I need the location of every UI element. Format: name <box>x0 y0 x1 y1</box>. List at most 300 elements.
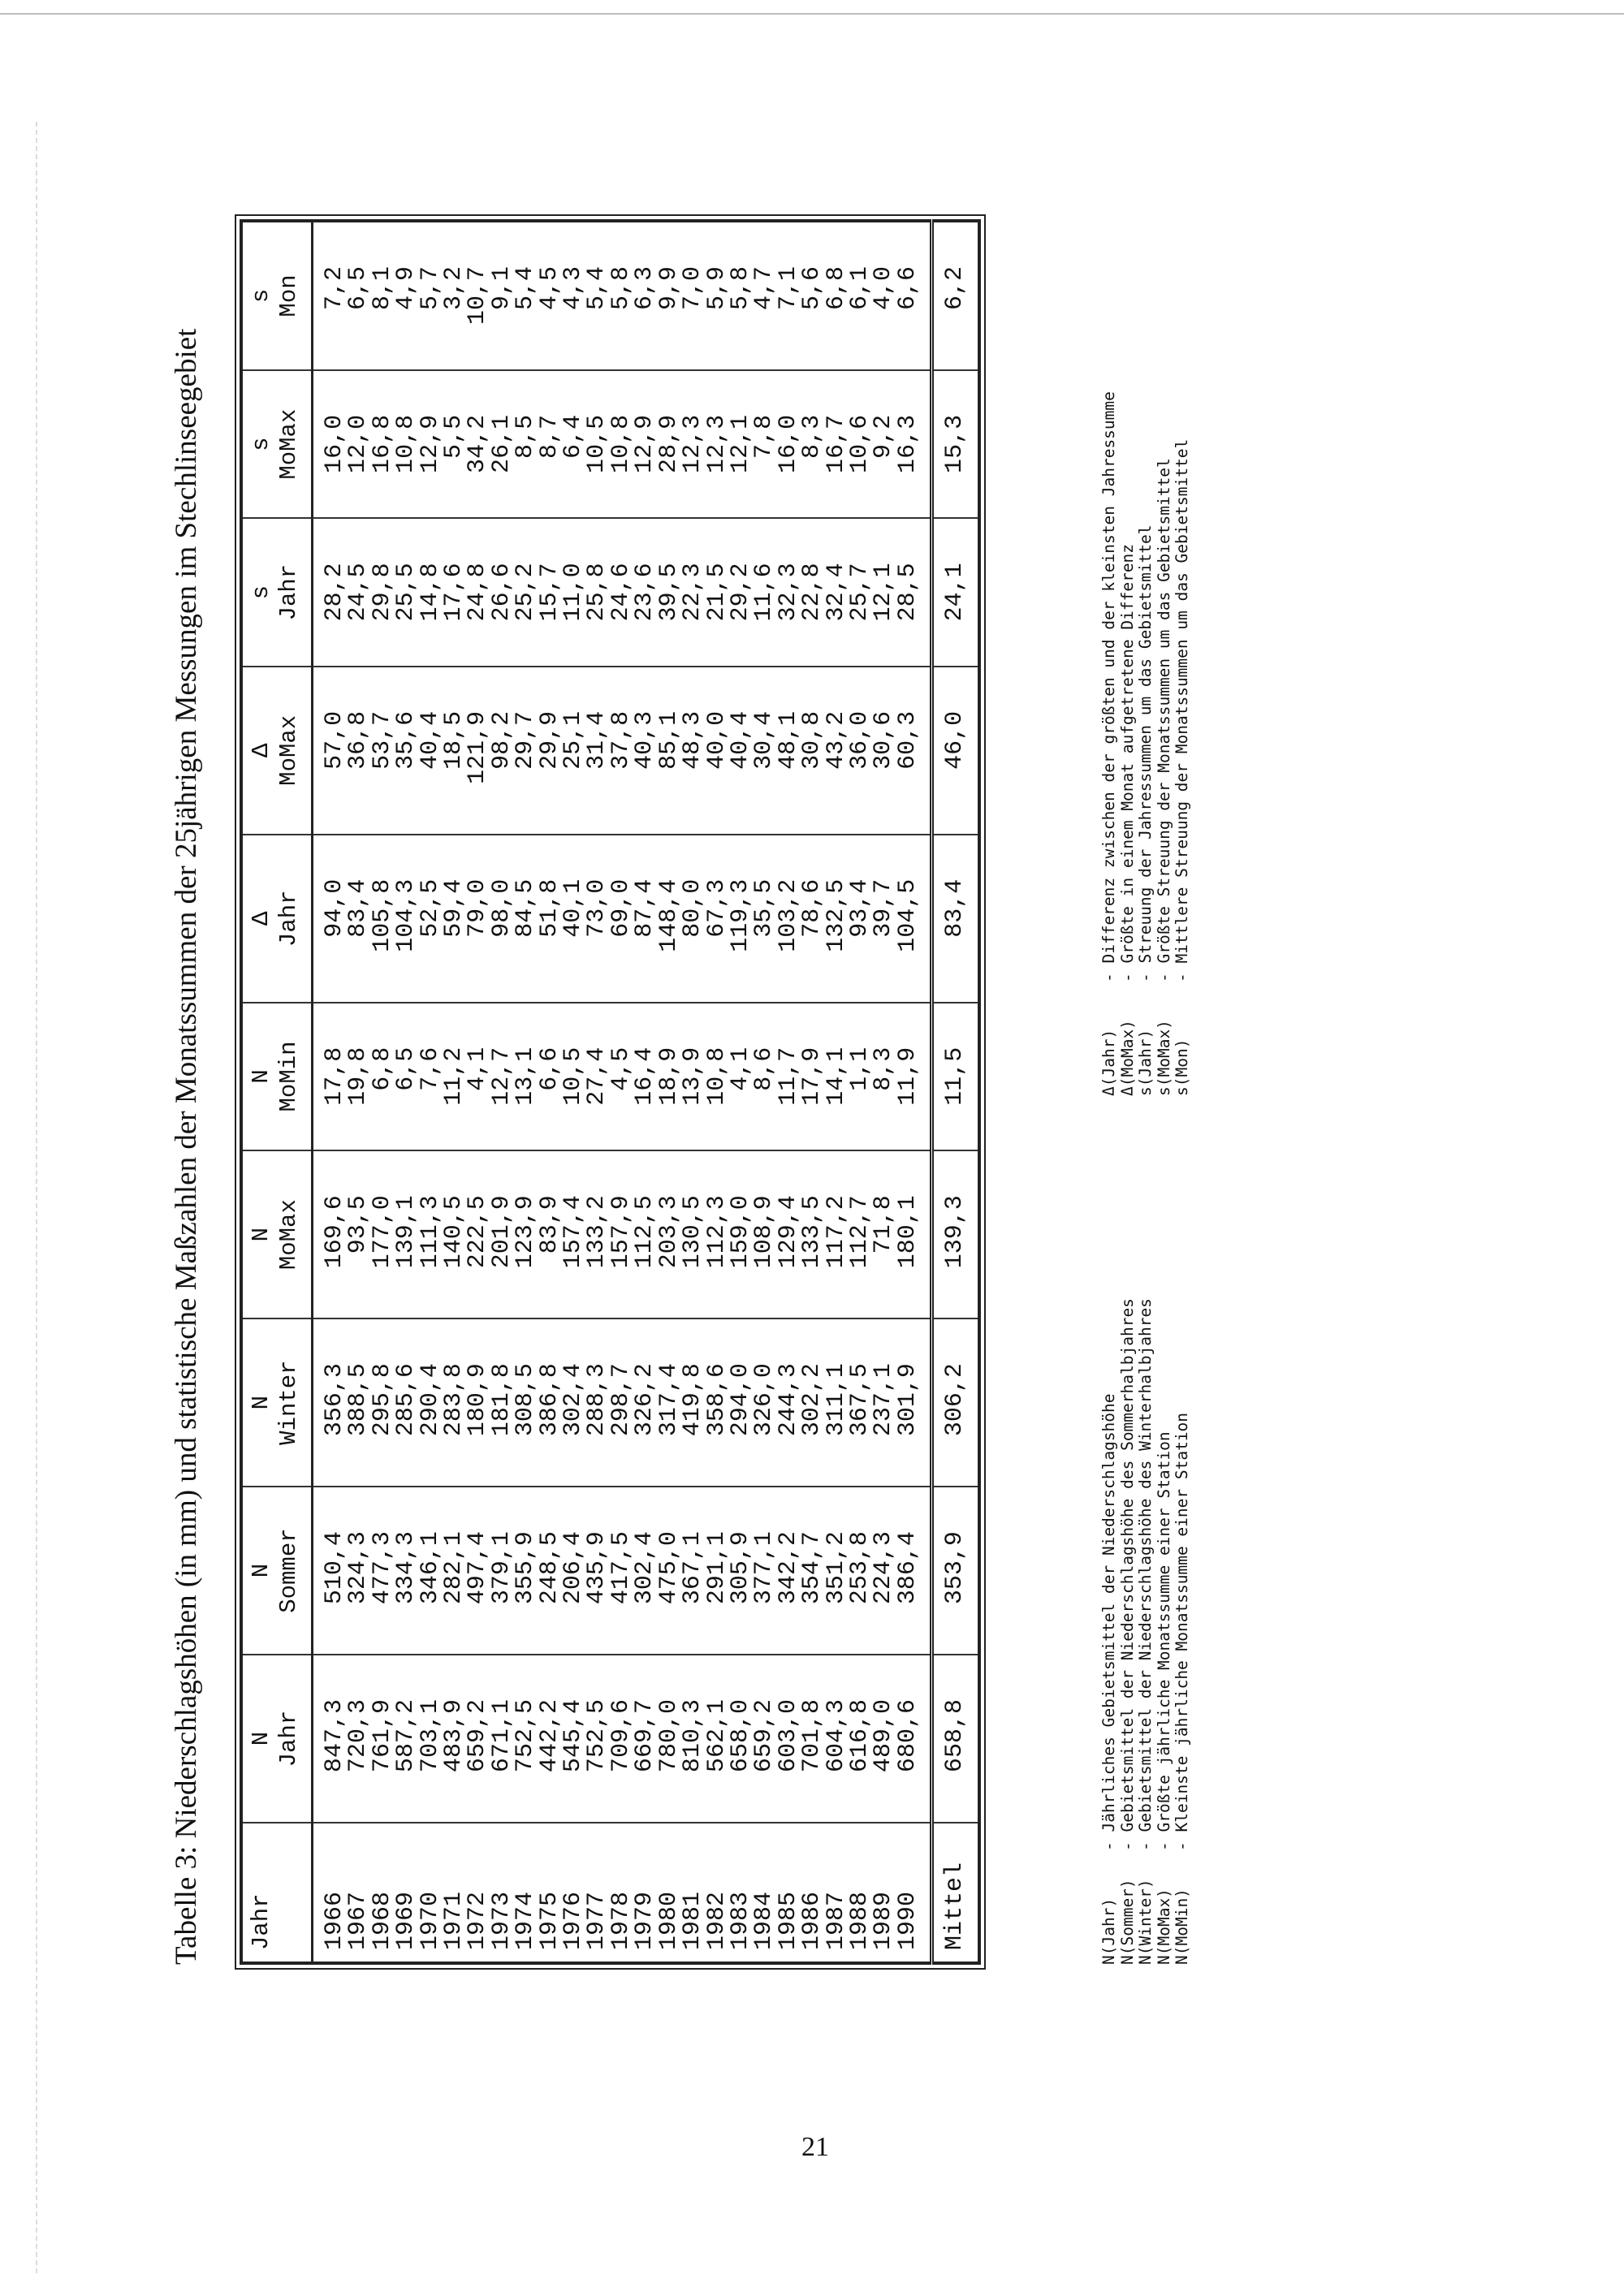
table-cell: 290,4 <box>419 1318 443 1487</box>
table-cell: 253,8 <box>849 1487 872 1655</box>
table-cell: 39,7 <box>872 835 896 1003</box>
table-cell: 388,5 <box>347 1318 370 1487</box>
column-header-symbol: Δ <box>248 743 274 758</box>
table-cell: 140,5 <box>443 1150 466 1318</box>
column-header <box>241 221 313 370</box>
table-cell: 18,5 <box>443 667 466 835</box>
table-footer-cell: 83,4 <box>932 835 980 1003</box>
table-cell: 497,4 <box>466 1487 490 1655</box>
table-cell: 13,1 <box>514 1003 538 1150</box>
table-cell: 16,4 <box>633 1003 657 1150</box>
table-cell: 32,4 <box>825 518 849 666</box>
table-cell: 119,3 <box>729 835 753 1003</box>
table-cell: 12,0 <box>347 370 370 518</box>
table-cell: 356,3 <box>313 1318 348 1487</box>
table-cell: 31,4 <box>585 667 609 835</box>
table-cell: 133,2 <box>585 1150 609 1318</box>
column-header-symbol: s <box>248 288 274 304</box>
legend-key: N(Jahr) <box>1099 1897 1118 1965</box>
table-cell: 6,8 <box>825 221 849 370</box>
column-header-symbol: N <box>248 1227 274 1242</box>
table-cell: 17,6 <box>443 518 466 666</box>
table-cell: 442,2 <box>538 1655 562 1823</box>
table-cell: 298,7 <box>610 1318 633 1487</box>
table-cell: 16,0 <box>313 370 348 518</box>
table-cell: 351,2 <box>825 1487 849 1655</box>
table-cell: 354,7 <box>801 1487 824 1655</box>
table-cell: 288,3 <box>585 1318 609 1487</box>
legend-text: - Gebietsmittel der Niederschlagshöhe des Winterhalbjahres <box>1136 1298 1155 1851</box>
table-cell: 40,1 <box>562 835 585 1003</box>
table-cell: 112,3 <box>706 1150 729 1318</box>
table-cell: 9,1 <box>490 221 514 370</box>
table-cell: 10,8 <box>610 370 633 518</box>
column-header-symbol: N <box>248 1731 274 1746</box>
table-cell: 6,6 <box>896 221 932 370</box>
table-cell: 57,0 <box>313 667 348 835</box>
table-cell: 285,6 <box>395 1318 418 1487</box>
table-cell: 5,7 <box>419 221 443 370</box>
column-header <box>241 1003 313 1150</box>
table-row <box>896 221 932 1963</box>
legend-text: - Streuung der Jahressummen um das Gebietsmittel <box>1136 524 1155 982</box>
legend-text: - Größte Streuung der Monatssummen um das Gebietsmittel <box>1154 458 1173 982</box>
table-cell: 52,5 <box>419 835 443 1003</box>
table-cell: 16,8 <box>371 370 395 518</box>
table-cell: 79,0 <box>466 835 490 1003</box>
legend-key: s(Jahr) <box>1136 1029 1155 1096</box>
table-cell: 1985 <box>777 1823 801 1963</box>
legend-text: - Größte jährliche Monatssumme einer Station <box>1154 1431 1173 1851</box>
table-cell: 105,8 <box>371 835 395 1003</box>
table-row <box>514 221 538 1963</box>
table-cell: 25,8 <box>585 518 609 666</box>
table-cell: 12,3 <box>706 370 729 518</box>
table-cell: 1986 <box>801 1823 824 1963</box>
table-cell: 21,5 <box>706 518 729 666</box>
table-cell: 847,3 <box>313 1655 348 1823</box>
legend-item <box>1100 391 1119 1096</box>
table-cell: 342,2 <box>777 1487 801 1655</box>
table-cell: 294,0 <box>729 1318 753 1487</box>
table-cell: 24,5 <box>347 518 370 666</box>
table-cell: 71,8 <box>872 1150 896 1318</box>
table-cell: 6,6 <box>538 1003 562 1150</box>
table-cell: 78,6 <box>801 835 824 1003</box>
table-cell: 386,4 <box>896 1487 932 1655</box>
table-cell: 810,3 <box>681 1655 705 1823</box>
table-cell: 417,5 <box>610 1487 633 1655</box>
table-cell: 658,0 <box>729 1655 753 1823</box>
table-cell: 1990 <box>896 1823 932 1963</box>
precipitation-table <box>240 219 981 1965</box>
table-cell: 7,6 <box>419 1003 443 1150</box>
column-header-symbol: Jahr <box>248 1893 274 1950</box>
legend-key: N(MoMax) <box>1154 1888 1173 1965</box>
table-cell: 16,7 <box>825 370 849 518</box>
table-cell: 19,8 <box>347 1003 370 1150</box>
table-cell: 40,4 <box>419 667 443 835</box>
table-cell: 60,3 <box>896 667 932 835</box>
table-cell: 4,0 <box>872 221 896 370</box>
table-cell: 117,2 <box>825 1150 849 1318</box>
table-cell: 671,1 <box>490 1655 514 1823</box>
column-header-label: Jahr <box>275 563 302 621</box>
column-header <box>241 1318 313 1487</box>
table-cell: 4,5 <box>610 1003 633 1150</box>
table-cell: 222,5 <box>466 1150 490 1318</box>
table-cell: 130,5 <box>681 1150 705 1318</box>
table-cell: 180,9 <box>466 1318 490 1487</box>
table-cell: 477,3 <box>371 1487 395 1655</box>
legend-text: - Kleinste jährliche Monatssumme einer Station <box>1173 1412 1191 1851</box>
table-footer-cell: 15,3 <box>932 370 980 518</box>
table-cell: 1977 <box>585 1823 609 1963</box>
table-cell: 7,0 <box>681 221 705 370</box>
table-row <box>419 221 443 1963</box>
table-cell: 157,4 <box>562 1150 585 1318</box>
legend-key: N(Winter) <box>1136 1879 1155 1965</box>
table-cell: 1975 <box>538 1823 562 1963</box>
table-cell: 15,7 <box>538 518 562 666</box>
table-cell: 419,8 <box>681 1318 705 1487</box>
table-row <box>753 221 776 1963</box>
table-cell: 180,1 <box>896 1150 932 1318</box>
legend-key: s(Mon) <box>1173 1038 1191 1096</box>
table-cell: 40,4 <box>729 667 753 835</box>
table-cell: 53,7 <box>371 667 395 835</box>
table-cell: 346,1 <box>419 1487 443 1655</box>
table-cell: 25,1 <box>562 667 585 835</box>
table-cell: 6,4 <box>562 370 585 518</box>
table-footer-cell: Mittel <box>932 1823 980 1963</box>
table-cell: 4,3 <box>562 221 585 370</box>
table-cell: 562,1 <box>706 1655 729 1823</box>
table-cell: 24,6 <box>610 518 633 666</box>
table-cell: 98,0 <box>490 835 514 1003</box>
table-cell: 30,8 <box>801 667 824 835</box>
table-cell: 29,7 <box>514 667 538 835</box>
table-cell: 36,0 <box>849 667 872 835</box>
column-header <box>241 1823 313 1963</box>
table-row <box>490 221 514 1963</box>
table-cell: 355,9 <box>514 1487 538 1655</box>
table-cell: 4,5 <box>538 221 562 370</box>
legend-text: - Gebietsmittel der Niederschlagshöhe des Sommerhalbjahres <box>1117 1298 1137 1851</box>
column-header-label: MoMax <box>275 408 302 480</box>
table-cell: 111,3 <box>419 1150 443 1318</box>
table-cell: 17,8 <box>313 1003 348 1150</box>
table-cell: 720,3 <box>347 1655 370 1823</box>
table-cell: 326,0 <box>753 1318 776 1487</box>
table-cell: 6,8 <box>371 1003 395 1150</box>
table-cell: 1973 <box>490 1823 514 1963</box>
table-row <box>706 221 729 1963</box>
column-header-symbol: Δ <box>248 911 274 926</box>
table-cell: 35,6 <box>395 667 418 835</box>
table-row <box>466 221 490 1963</box>
table-cell: 12,9 <box>633 370 657 518</box>
table-cell: 104,5 <box>896 835 932 1003</box>
table-cell: 28,5 <box>896 518 932 666</box>
table-cell: 224,3 <box>872 1487 896 1655</box>
table-cell: 169,6 <box>313 1150 348 1318</box>
table-cell: 203,3 <box>658 1150 681 1318</box>
table-cell: 73,0 <box>585 835 609 1003</box>
column-header-label: Sommer <box>275 1528 302 1613</box>
table-cell: 108,9 <box>753 1150 776 1318</box>
table-cell: 48,1 <box>777 667 801 835</box>
table-cell: 4,1 <box>729 1003 753 1150</box>
table-cell: 6,5 <box>395 1003 418 1150</box>
legend-item <box>1155 1298 1174 1965</box>
table-cell: 32,3 <box>777 518 801 666</box>
table-cell: 24,8 <box>466 518 490 666</box>
table-footer-cell: 139,3 <box>932 1150 980 1318</box>
table-cell: 8,7 <box>538 370 562 518</box>
table-cell: 703,1 <box>419 1655 443 1823</box>
column-header-label: MoMax <box>275 1199 302 1271</box>
table-footer-cell: 658,8 <box>932 1655 980 1823</box>
table-cell: 386,8 <box>538 1318 562 1487</box>
table-cell: 93,5 <box>347 1150 370 1318</box>
table-cell: 1976 <box>562 1823 585 1963</box>
table-cell: 489,0 <box>872 1655 896 1823</box>
table-cell: 379,1 <box>490 1487 514 1655</box>
table-cell: 8,3 <box>801 370 824 518</box>
table-cell: 9,2 <box>872 370 896 518</box>
table-cell: 22,8 <box>801 518 824 666</box>
table-cell: 1981 <box>681 1823 705 1963</box>
table-cell: 12,9 <box>419 370 443 518</box>
table-cell: 282,1 <box>443 1487 466 1655</box>
table-cell: 11,7 <box>777 1003 801 1150</box>
legend-right <box>1100 391 1192 1096</box>
table-cell: 295,8 <box>371 1318 395 1487</box>
table-cell: 26,1 <box>490 370 514 518</box>
column-header-symbol: N <box>248 1563 274 1578</box>
table-cell: 25,5 <box>395 518 418 666</box>
table-cell: 93,4 <box>849 835 872 1003</box>
legend-item <box>1137 1298 1155 1965</box>
table-row <box>872 221 896 1963</box>
table-cell: 132,5 <box>825 835 849 1003</box>
table-cell: 36,8 <box>347 667 370 835</box>
table-cell: 587,2 <box>395 1655 418 1823</box>
table-row <box>633 221 657 1963</box>
table-cell: 248,5 <box>538 1487 562 1655</box>
column-header-symbol: N <box>248 1069 274 1084</box>
table-cell: 244,3 <box>777 1318 801 1487</box>
table-cell: 11,6 <box>753 518 776 666</box>
table-cell: 1966 <box>313 1823 348 1963</box>
table-cell: 604,3 <box>825 1655 849 1823</box>
table-cell: 40,3 <box>633 667 657 835</box>
table-cell: 34,2 <box>466 370 490 518</box>
table-cell: 3,2 <box>443 221 466 370</box>
table-cell: 317,4 <box>658 1318 681 1487</box>
table-cell: 305,9 <box>729 1487 753 1655</box>
legend-key: Δ(MoMax) <box>1117 1020 1137 1096</box>
legend-item <box>1119 391 1138 1096</box>
table-cell: 11,2 <box>443 1003 466 1150</box>
table-cell: 29,8 <box>371 518 395 666</box>
table-cell: 17,9 <box>801 1003 824 1150</box>
table-cell: 334,3 <box>395 1487 418 1655</box>
table-cell: 5,8 <box>610 221 633 370</box>
table-cell: 103,2 <box>777 835 801 1003</box>
column-header-label: MoMin <box>275 1041 302 1112</box>
table-cell: 510,4 <box>313 1487 348 1655</box>
table-cell: 69,0 <box>610 835 633 1003</box>
table-cell: 616,8 <box>849 1655 872 1823</box>
table-cell: 1979 <box>633 1823 657 1963</box>
table-cell: 98,2 <box>490 667 514 835</box>
table-cell: 9,9 <box>658 221 681 370</box>
column-header <box>241 1150 313 1318</box>
table-row <box>729 221 753 1963</box>
table-cell: 157,9 <box>610 1150 633 1318</box>
table-cell: 5,5 <box>443 370 466 518</box>
table-cell: 545,4 <box>562 1655 585 1823</box>
table-cell: 80,0 <box>681 835 705 1003</box>
table-cell: 12,7 <box>490 1003 514 1150</box>
table-cell: 11,9 <box>896 1003 932 1150</box>
column-header-label: Mon <box>275 274 302 317</box>
table-cell: 14,1 <box>825 1003 849 1150</box>
table-cell: 1974 <box>514 1823 538 1963</box>
table-cell: 206,4 <box>562 1487 585 1655</box>
table-cell: 302,4 <box>562 1318 585 1487</box>
table-row <box>371 221 395 1963</box>
table-cell: 377,1 <box>753 1487 776 1655</box>
table-cell: 324,3 <box>347 1487 370 1655</box>
table-body <box>313 221 932 1963</box>
table-caption: Tabelle 3: Niederschlagshöhen (in mm) und statistische Maßzahlen der Monatssummen der 25jährigen Messungen im Stechlinseegebiet <box>170 328 203 1965</box>
table-cell: 112,7 <box>849 1150 872 1318</box>
table-row <box>347 221 370 1963</box>
table-cell: 201,9 <box>490 1150 514 1318</box>
column-header <box>241 1487 313 1655</box>
table-cell: 29,9 <box>538 667 562 835</box>
table-cell: 7,2 <box>313 221 348 370</box>
table-cell: 177,0 <box>371 1150 395 1318</box>
table-cell: 25,7 <box>849 518 872 666</box>
table-footer-cell: 11,5 <box>932 1003 980 1150</box>
scan-margin-line <box>36 122 37 2273</box>
table-cell: 28,2 <box>313 518 348 666</box>
column-header-symbol: s <box>248 437 274 451</box>
legend-key: Δ(Jahr) <box>1099 1029 1118 1096</box>
page-number: 21 <box>801 2132 829 2162</box>
table-cell: 37,8 <box>610 667 633 835</box>
table-cell: 23,6 <box>633 518 657 666</box>
table-row <box>681 221 705 1963</box>
table-cell: 5,4 <box>514 221 538 370</box>
table-cell: 51,8 <box>538 835 562 1003</box>
table-cell: 148,4 <box>658 835 681 1003</box>
legend-item <box>1119 1298 1138 1965</box>
table-cell: 18,9 <box>658 1003 681 1150</box>
table-header-row <box>241 221 313 1963</box>
table-footer-cell: 46,0 <box>932 667 980 835</box>
table-cell: 94,0 <box>313 835 348 1003</box>
table-cell: 40,0 <box>706 667 729 835</box>
table-cell: 1969 <box>395 1823 418 1963</box>
legend-text: - Mittlere Streuung der Monatssummen um das Gebietsmittel <box>1173 438 1191 982</box>
table-row <box>610 221 633 1963</box>
table-cell: 659,2 <box>466 1655 490 1823</box>
column-header-label: Jahr <box>275 890 302 947</box>
table-footer-row <box>932 221 980 1963</box>
table-cell: 302,4 <box>633 1487 657 1655</box>
legend-item <box>1155 391 1174 1096</box>
table-cell: 12,3 <box>681 370 705 518</box>
table-cell: 780,0 <box>658 1655 681 1823</box>
table-cell: 67,3 <box>706 835 729 1003</box>
table-cell: 4,7 <box>753 221 776 370</box>
table-cell: 301,9 <box>896 1318 932 1487</box>
legend-key: N(MoMin) <box>1173 1888 1191 1965</box>
table-cell: 311,1 <box>825 1318 849 1487</box>
table-cell: 659,2 <box>753 1655 776 1823</box>
table-cell: 302,2 <box>801 1318 824 1487</box>
table-cell: 1970 <box>419 1823 443 1963</box>
table-row <box>849 221 872 1963</box>
table-cell: 59,4 <box>443 835 466 1003</box>
table-cell: 761,9 <box>371 1655 395 1823</box>
table-cell: 1967 <box>347 1823 370 1963</box>
legend-left <box>1100 1298 1192 1965</box>
table-cell: 709,6 <box>610 1655 633 1823</box>
table-cell: 308,5 <box>514 1318 538 1487</box>
table-cell: 159,0 <box>729 1150 753 1318</box>
table-cell: 11,0 <box>562 518 585 666</box>
table-row <box>538 221 562 1963</box>
table-cell: 30,6 <box>872 667 896 835</box>
table-cell: 283,8 <box>443 1318 466 1487</box>
table-cell: 83,9 <box>538 1150 562 1318</box>
table-cell: 35,5 <box>753 835 776 1003</box>
table-row <box>658 221 681 1963</box>
table-cell: 358,6 <box>706 1318 729 1487</box>
table-row <box>825 221 849 1963</box>
table-cell: 1982 <box>706 1823 729 1963</box>
table-cell: 1978 <box>610 1823 633 1963</box>
column-header <box>241 1655 313 1823</box>
table-cell: 12,1 <box>872 518 896 666</box>
table-cell: 12,1 <box>729 370 753 518</box>
column-header <box>241 667 313 835</box>
table-cell: 129,4 <box>777 1150 801 1318</box>
table-cell: 10,8 <box>395 370 418 518</box>
column-header-symbol: N <box>248 1395 274 1410</box>
table-cell: 10,8 <box>706 1003 729 1150</box>
table-cell: 483,9 <box>443 1655 466 1823</box>
table-cell: 6,5 <box>347 221 370 370</box>
table-footer-cell: 6,2 <box>932 221 980 370</box>
table-cell: 1968 <box>371 1823 395 1963</box>
column-header-symbol: s <box>248 585 274 600</box>
table-cell: 84,5 <box>514 835 538 1003</box>
table-cell: 435,9 <box>585 1487 609 1655</box>
table-cell: 10,5 <box>562 1003 585 1150</box>
table-row <box>313 221 348 1963</box>
table-cell: 1972 <box>466 1823 490 1963</box>
table-cell: 10,5 <box>585 370 609 518</box>
table-row <box>395 221 418 1963</box>
table-cell: 291,1 <box>706 1487 729 1655</box>
